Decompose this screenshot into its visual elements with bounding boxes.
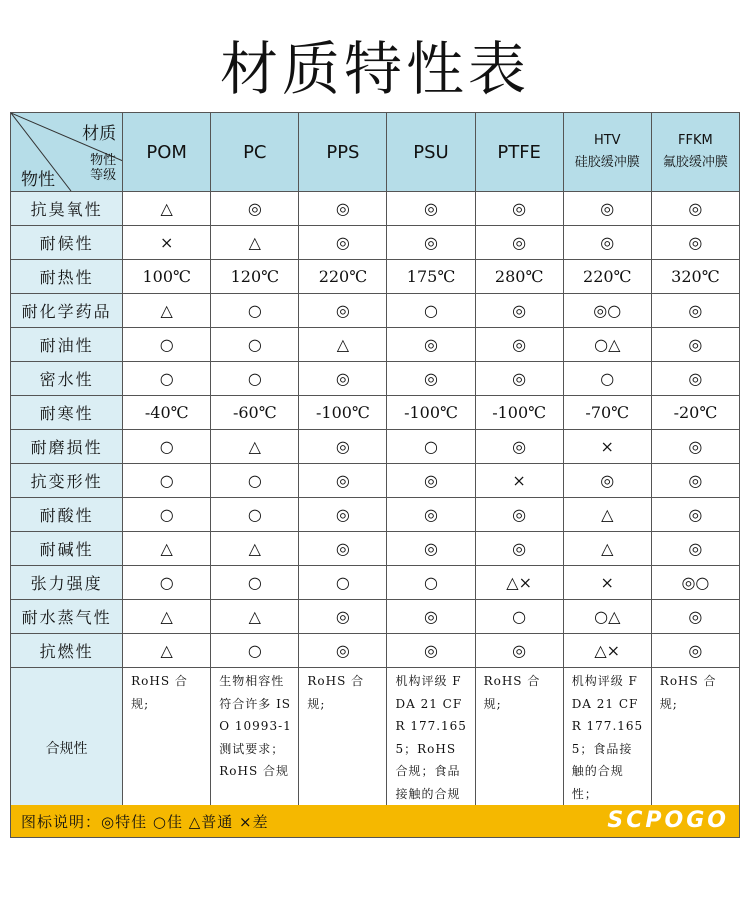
table-cell: ○△ [563, 600, 651, 634]
table-cell: △× [475, 566, 563, 600]
table-cell: ○ [123, 464, 211, 498]
compliance-row [11, 668, 740, 829]
table-cell: ◎ [299, 600, 387, 634]
table-cell: ◎ [299, 430, 387, 464]
table-cell: ○ [123, 328, 211, 362]
table-cell: 100℃ [123, 260, 211, 294]
table-cell: -40℃ [123, 396, 211, 430]
table-cell: ◎ [387, 192, 475, 226]
table-cell: ◎ [299, 226, 387, 260]
table-cell: ◎ [651, 634, 739, 668]
table-cell: ○ [123, 362, 211, 396]
table-row [11, 328, 740, 362]
column-header-5: HTV 硅胶缓冲膜 [563, 113, 651, 192]
table-cell: ◎ [651, 430, 739, 464]
corner-material-label: 材质 [82, 124, 117, 144]
table-cell: ◎○ [563, 294, 651, 328]
table-row [11, 464, 740, 498]
table-cell: × [475, 464, 563, 498]
column-header-0: POM [123, 113, 211, 192]
table-cell: 220℃ [299, 260, 387, 294]
table-cell: -100℃ [299, 396, 387, 430]
table-cell: × [123, 226, 211, 260]
table-cell: △ [563, 498, 651, 532]
table-row [11, 430, 740, 464]
table-cell: ◎ [475, 192, 563, 226]
scpogo-logo: SCPOGO [607, 808, 729, 833]
table-cell: △ [123, 600, 211, 634]
table-row [11, 498, 740, 532]
table-cell: ○ [211, 566, 299, 600]
table-cell: ◎ [563, 192, 651, 226]
table-cell: ◎ [651, 362, 739, 396]
row-label: 耐油性 [11, 328, 123, 362]
table-cell: × [563, 430, 651, 464]
table-cell: ○ [211, 498, 299, 532]
table-cell: ◎ [475, 498, 563, 532]
table-cell: ◎ [387, 362, 475, 396]
table-cell: ○ [211, 362, 299, 396]
table-cell: 120℃ [211, 260, 299, 294]
table-cell: ◎ [651, 532, 739, 566]
table-cell: △ [563, 532, 651, 566]
table-cell: ◎ [299, 498, 387, 532]
table-cell: ○ [563, 362, 651, 396]
table-cell: ◎○ [651, 566, 739, 600]
table-cell: △ [211, 532, 299, 566]
table-cell: ◎ [299, 294, 387, 328]
table-cell: ◎ [299, 532, 387, 566]
column-header-3: PSU [387, 113, 475, 192]
table-cell: ◎ [387, 226, 475, 260]
table-cell: 220℃ [563, 260, 651, 294]
table-cell: ◎ [563, 464, 651, 498]
table-cell: △ [211, 600, 299, 634]
column-header-1: PC [211, 113, 299, 192]
table-cell: ◎ [651, 226, 739, 260]
corner-header-cell [11, 113, 123, 192]
table-row [11, 532, 740, 566]
table-cell: -20℃ [651, 396, 739, 430]
table-row [11, 634, 740, 668]
table-row [11, 226, 740, 260]
table-cell: △ [211, 430, 299, 464]
compliance-cell: RoHS 合规; [651, 668, 739, 829]
corner-grade-label: 物性 等级 [90, 153, 117, 183]
table-cell: ○ [387, 430, 475, 464]
table-cell: ◎ [475, 532, 563, 566]
column-header-2: PPS [299, 113, 387, 192]
table-cell: △ [123, 532, 211, 566]
table-cell: ◎ [651, 192, 739, 226]
table-cell: -70℃ [563, 396, 651, 430]
table-cell: ○ [123, 566, 211, 600]
row-label: 耐寒性 [11, 396, 123, 430]
compliance-cell: RoHS 合规; [475, 668, 563, 829]
table-cell: △ [123, 192, 211, 226]
table-cell: ◎ [475, 294, 563, 328]
table-cell: ○ [387, 566, 475, 600]
table-cell: ◎ [299, 362, 387, 396]
corner-property-label: 物性 [21, 170, 55, 190]
compliance-cell: 机构评级 FDA 21 CFR 177.1655；RoHS 合规；食品接触的合规 [387, 668, 475, 829]
table-cell: ○△ [563, 328, 651, 362]
table-cell: 320℃ [651, 260, 739, 294]
row-label: 密水性 [11, 362, 123, 396]
compliance-cell: 机构评级 FDA 21 CFR 177.1655；食品接触的合规性； [563, 668, 651, 829]
legend-bar [10, 805, 740, 838]
legend-text: 图标说明：◎特佳 ○佳 △普通 ×差 [21, 813, 269, 831]
row-label: 抗燃性 [11, 634, 123, 668]
table-cell: ◎ [563, 226, 651, 260]
table-cell: 175℃ [387, 260, 475, 294]
table-row [11, 260, 740, 294]
table-cell: ○ [211, 464, 299, 498]
table-row [11, 192, 740, 226]
row-label: 抗臭氧性 [11, 192, 123, 226]
row-label: 耐水蒸气性 [11, 600, 123, 634]
table-cell: ◎ [651, 498, 739, 532]
table-cell: ◎ [211, 192, 299, 226]
table-cell: ◎ [475, 430, 563, 464]
material-properties-table [10, 112, 740, 829]
compliance-cell: RoHS 合规; [123, 668, 211, 829]
table-cell: △× [563, 634, 651, 668]
table-cell: ◎ [651, 328, 739, 362]
table-cell: ◎ [387, 600, 475, 634]
table-cell: ○ [475, 600, 563, 634]
table-cell: ◎ [475, 362, 563, 396]
row-label: 抗变形性 [11, 464, 123, 498]
column-header-4: PTFE [475, 113, 563, 192]
table-row [11, 600, 740, 634]
table-cell: ◎ [299, 192, 387, 226]
table-cell: ◎ [299, 464, 387, 498]
table-cell: ○ [211, 294, 299, 328]
table-cell: ○ [123, 430, 211, 464]
table-cell: ◎ [387, 498, 475, 532]
table-cell: ○ [211, 634, 299, 668]
table-cell: △ [211, 226, 299, 260]
table-cell: ◎ [651, 464, 739, 498]
table-cell: ○ [299, 566, 387, 600]
table-cell: ○ [387, 294, 475, 328]
table-cell: 280℃ [475, 260, 563, 294]
row-label: 耐磨损性 [11, 430, 123, 464]
table-row [11, 362, 740, 396]
table-cell: -60℃ [211, 396, 299, 430]
compliance-label: 合规性 [11, 668, 123, 829]
column-header-6: FFKM 氟胶缓冲膜 [651, 113, 739, 192]
table-cell: ◎ [651, 600, 739, 634]
table-cell: ○ [123, 498, 211, 532]
table-cell: ◎ [387, 634, 475, 668]
row-label: 耐酸性 [11, 498, 123, 532]
table-cell: ◎ [299, 634, 387, 668]
table-cell: ◎ [475, 328, 563, 362]
table-cell: ◎ [387, 464, 475, 498]
table-cell: ◎ [475, 226, 563, 260]
row-label: 耐热性 [11, 260, 123, 294]
row-label: 耐候性 [11, 226, 123, 260]
table-cell: △ [123, 634, 211, 668]
row-label: 耐化学药品 [11, 294, 123, 328]
table-cell: △ [123, 294, 211, 328]
table-cell: -100℃ [387, 396, 475, 430]
table-cell: -100℃ [475, 396, 563, 430]
table-row [11, 294, 740, 328]
compliance-cell: 生物相容性符合许多 ISO 10993-1 测试要求；RoHS 合规 [211, 668, 299, 829]
row-label: 耐碱性 [11, 532, 123, 566]
table-cell: ○ [211, 328, 299, 362]
table-cell: △ [299, 328, 387, 362]
table-cell: ◎ [475, 634, 563, 668]
row-label: 张力强度 [11, 566, 123, 600]
table-row [11, 396, 740, 430]
table-cell: ◎ [387, 532, 475, 566]
compliance-cell: RoHS 合规; [299, 668, 387, 829]
table-row [11, 566, 740, 600]
table-cell: ◎ [387, 328, 475, 362]
table-cell: ◎ [651, 294, 739, 328]
page-title: 材质特性表 [219, 35, 530, 103]
table-cell: × [563, 566, 651, 600]
